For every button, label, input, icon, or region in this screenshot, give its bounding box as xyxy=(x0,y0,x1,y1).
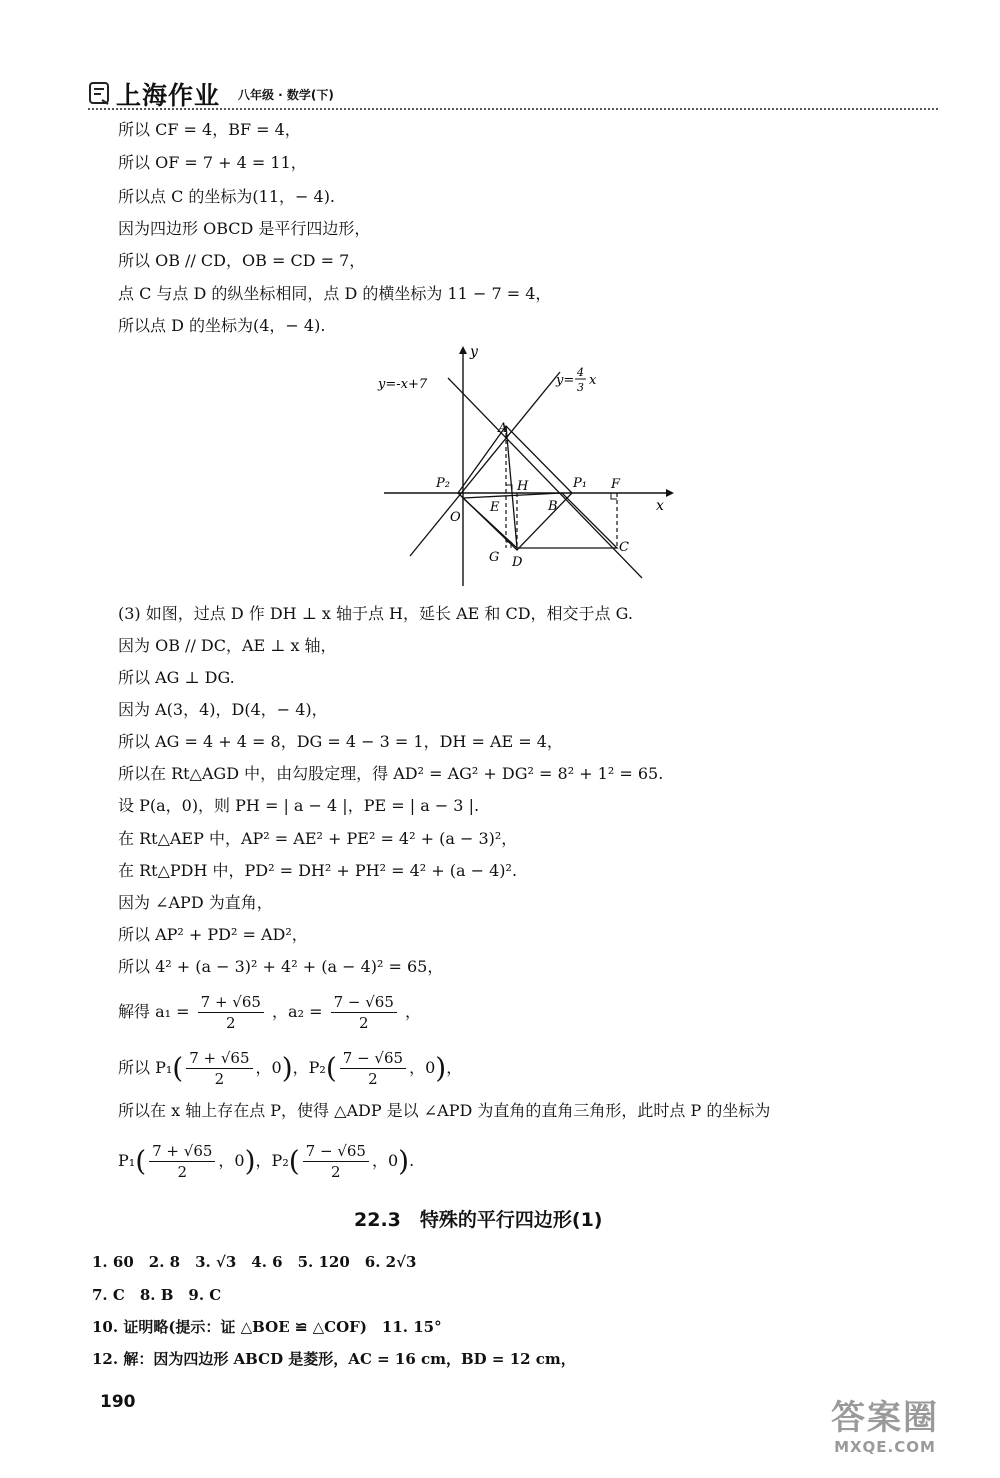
text-line: 所以 AG = 4 + 4 = 8，DG = 4 − 3 = 1，DH = AE = 4， xyxy=(118,732,563,751)
line2-label: y= xyxy=(556,373,575,388)
text-line: 因为 ∠APD 为直角， xyxy=(118,893,273,912)
line2-var: x xyxy=(589,373,597,388)
point-c-label: C xyxy=(619,540,629,555)
watermark-title: 答案圈 xyxy=(831,1398,939,1438)
point-e-label: E xyxy=(490,500,500,515)
point-a-label: A xyxy=(498,421,508,436)
text-line: 因为 OB // DC，AE ⊥ x 轴， xyxy=(118,636,337,655)
paren-close: ) xyxy=(435,1051,447,1085)
text-line: 所以 OF = 7 + 4 = 11， xyxy=(118,153,307,172)
fraction-numerator: 7 − √65 xyxy=(303,1141,369,1162)
text-line: 点 C 与点 D 的纵坐标相同，点 D 的横坐标为 11 − 7 = 4， xyxy=(118,284,552,303)
watermark-url: MXQE.COM xyxy=(834,1438,936,1456)
fraction-numerator: 7 + √65 xyxy=(198,992,264,1013)
fraction-denominator: 2 xyxy=(368,1070,378,1088)
line2-frac-num: 4 xyxy=(577,366,584,379)
point-g-label: G xyxy=(489,550,500,565)
point-f-label: F xyxy=(611,477,621,492)
conclusion-line: 所以在 x 轴上存在点 P，使得 △ADP 是以 ∠APD 为直角的直角三角形，此时点 P 的坐标为 xyxy=(118,1101,771,1120)
y-axis-arrow xyxy=(459,346,467,354)
fraction xyxy=(186,1048,252,1089)
result-mid: ，P₂ xyxy=(292,1058,326,1077)
result-mid: ，0 xyxy=(255,1058,282,1077)
text-line: 所以 CF = 4，BF = 4， xyxy=(118,120,301,139)
result-mid: ，P₂ xyxy=(255,1151,289,1170)
result-mid: ，0 xyxy=(218,1151,245,1170)
brand-title: 上海作业 xyxy=(116,81,221,110)
fraction-denominator: 2 xyxy=(214,1070,225,1088)
fraction-denominator: 2 xyxy=(358,1014,369,1032)
paren-open: ( xyxy=(172,1051,184,1085)
answer-line: 1. 60 2. 8 3. √3 4. 6 5. 120 6. 2√3 xyxy=(92,1253,417,1271)
x-axis-arrow xyxy=(666,489,674,497)
fraction-numerator: 7 + √65 xyxy=(149,1141,215,1162)
point-h-label: H xyxy=(517,479,529,494)
text-line: (3) 如图，过点 D 作 DH ⊥ x 轴于点 H，延长 AE 和 CD，相交于点 G. xyxy=(118,604,633,623)
paren-close: ) xyxy=(281,1051,293,1085)
header-divider xyxy=(88,108,938,110)
result-mid: ，0 xyxy=(371,1151,399,1170)
text-line: 所以点 D 的坐标为(4，− 4). xyxy=(118,316,326,335)
text-line: 所以 4² + (a − 3)² + 4² + (a − 4)² = 65， xyxy=(118,957,444,976)
watermark xyxy=(780,1398,990,1470)
result-line xyxy=(118,1141,414,1182)
answer-line: 12. 解：因为四边形 ABCD 是菱形，AC = 16 cm，BD = 12 cm， xyxy=(92,1350,576,1368)
section-title: 22.3 特殊的平行四边形(1) xyxy=(354,1209,603,1231)
text-line: 所以 AG ⊥ DG. xyxy=(118,668,235,687)
fraction xyxy=(340,1048,406,1089)
result-suffix: . xyxy=(409,1151,415,1170)
result-suffix: ， xyxy=(446,1058,463,1077)
fraction-numerator: 7 − √65 xyxy=(340,1048,406,1069)
right-angle-mark xyxy=(611,493,617,499)
fraction-numerator: 7 + √65 xyxy=(186,1048,252,1069)
fraction-denominator: 2 xyxy=(226,1014,236,1032)
paren-open: ( xyxy=(325,1051,337,1085)
result-prefix: 所以 P₁ xyxy=(118,1058,173,1077)
result-prefix: P₁ xyxy=(118,1151,136,1170)
fraction-denominator: 2 xyxy=(177,1163,188,1181)
solve-prefix: 解得 a₁ = xyxy=(118,1002,190,1021)
text-line: 所以点 C 的坐标为(11，− 4). xyxy=(118,187,336,206)
solve-line xyxy=(118,992,421,1033)
solve-mid: ，a₂ = xyxy=(272,1002,323,1021)
point-p2-label: P₂ xyxy=(436,476,450,491)
text-line: 在 Rt△PDH 中，PD² = DH² + PH² = 4² + (a − 4)². xyxy=(118,861,518,880)
line2-frac-den: 3 xyxy=(577,381,584,394)
point-o-label: O xyxy=(450,510,461,525)
text-line: 在 Rt△AEP 中，AP² = AE² + PE² = 4² + (a − 3)²， xyxy=(118,829,518,848)
book-icon xyxy=(88,80,112,106)
paren-open: ( xyxy=(135,1144,147,1178)
point-p1-label: P₁ xyxy=(573,476,587,491)
text-line: 设 P(a，0)，则 PH = | a − 4 |，PE = | a − 3 |. xyxy=(118,796,480,815)
text-line: 因为四边形 OBCD 是平行四边形， xyxy=(118,219,371,238)
point-d-label: D xyxy=(512,555,523,570)
page-header xyxy=(88,78,938,112)
page-number: 190 xyxy=(100,1392,136,1412)
text-line: 因为 A(3，4)，D(4，− 4)， xyxy=(118,700,328,719)
result-mid: ，0 xyxy=(409,1058,436,1077)
fraction xyxy=(198,992,264,1033)
geometry-figure xyxy=(370,340,690,592)
paren-close: ) xyxy=(244,1144,256,1178)
fraction-numerator: 7 − √65 xyxy=(331,992,397,1013)
paren-open: ( xyxy=(288,1144,300,1178)
point-b-label: B xyxy=(548,499,558,514)
line1-label: y=-x+7 xyxy=(378,377,428,392)
header-subtitle: 八年级 · 数学(下) xyxy=(238,88,334,102)
text-line: 所以 OB // CD，OB = CD = 7， xyxy=(118,251,366,270)
axis-y-label: y xyxy=(470,344,478,360)
text-line: 所以在 Rt△AGD 中，由勾股定理，得 AD² = AG² + DG² = 8² + 1² = 65. xyxy=(118,764,664,783)
solve-suffix: ， xyxy=(404,1002,421,1021)
fraction xyxy=(331,992,397,1033)
fraction-denominator: 2 xyxy=(331,1163,341,1181)
text-line: 所以 AP² + PD² = AD²， xyxy=(118,925,308,944)
fraction xyxy=(149,1141,215,1182)
axis-x-label: x xyxy=(656,498,664,514)
paren-close: ) xyxy=(398,1144,410,1178)
result-line xyxy=(118,1048,462,1089)
answer-line: 7. C 8. B 9. C xyxy=(92,1286,222,1304)
answer-line: 10. 证明略(提示：证 △BOE ≌ △COF) 11. 15° xyxy=(92,1318,442,1336)
fraction xyxy=(303,1141,369,1182)
